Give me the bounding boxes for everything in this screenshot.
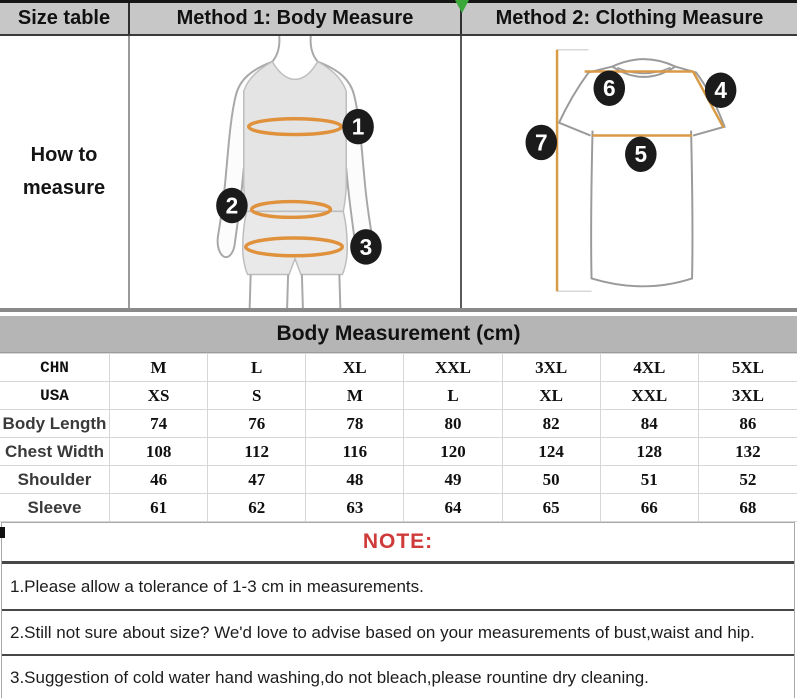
clothing-measure-diagram — [462, 36, 797, 308]
tshirt-illustration — [462, 36, 795, 308]
row-label-body-length: Body Length — [0, 410, 110, 438]
marker-3-label: 3 — [359, 233, 373, 260]
marker-3 — [350, 229, 382, 264]
size-table-title: Size table — [0, 3, 130, 34]
size-cell: L — [208, 354, 306, 382]
size-cell: 52 — [699, 466, 797, 494]
size-cell: 4XL — [601, 354, 699, 382]
size-cell: 5XL — [699, 354, 797, 382]
size-cell: 80 — [404, 410, 502, 438]
marker-1 — [342, 109, 374, 144]
size-cell: 74 — [110, 410, 208, 438]
size-cell: 3XL — [503, 354, 601, 382]
method1-title: Method 1: Body Measure — [130, 3, 462, 34]
how-to-line1: How to — [30, 144, 98, 166]
marker-5 — [625, 137, 657, 172]
size-cell: 86 — [699, 410, 797, 438]
size-cell: 132 — [699, 438, 797, 466]
size-cell: 84 — [601, 410, 699, 438]
size-cell: 51 — [601, 466, 699, 494]
marker-6 — [594, 70, 626, 105]
size-cell: 124 — [503, 438, 601, 466]
size-cell: XXL — [404, 354, 502, 382]
method2-title: Method 2: Clothing Measure — [495, 7, 764, 29]
marker-1-label: 1 — [351, 113, 365, 140]
size-cell: 50 — [503, 466, 601, 494]
size-cell: 82 — [503, 410, 601, 438]
marker-6-label: 6 — [602, 75, 616, 102]
row-label-chn: CHN — [0, 354, 110, 382]
size-cell: 116 — [306, 438, 404, 466]
note-item-3: 3.Suggestion of cold water hand washing,do not bleach,please rountine dry cleaning. — [2, 654, 794, 698]
note-item-2: 2.Still not sure about size? We'd love to advise based on your measurements of bust,waist and hip. — [2, 609, 794, 654]
marker-5-label: 5 — [634, 141, 648, 168]
size-cell: 64 — [404, 494, 502, 522]
size-cell: 78 — [306, 410, 404, 438]
how-to-line2: measure — [22, 177, 106, 199]
note-item-1: 1.Please allow a tolerance of 1-3 cm in measurements. — [10, 576, 424, 596]
size-cell: XS — [110, 382, 208, 410]
size-cell: 47 — [208, 466, 306, 494]
size-cell: 48 — [306, 466, 404, 494]
row-label-sleeve: Sleeve — [0, 494, 110, 522]
size-cell: XL — [306, 354, 404, 382]
size-cell: 120 — [404, 438, 502, 466]
size-cell: XL — [503, 382, 601, 410]
green-flag-icon — [455, 0, 469, 13]
size-cell: XXL — [601, 382, 699, 410]
marker-4 — [705, 72, 737, 107]
marker-7 — [526, 125, 558, 160]
size-cell: 3XL — [699, 382, 797, 410]
size-cell: 61 — [110, 494, 208, 522]
size-cell: M — [110, 354, 208, 382]
body-figure-illustration — [130, 36, 460, 308]
size-cell: L — [404, 382, 502, 410]
size-cell: 46 — [110, 466, 208, 494]
size-cell: 63 — [306, 494, 404, 522]
size-cell: S — [208, 382, 306, 410]
top-header — [0, 0, 797, 36]
note-box — [1, 522, 795, 698]
row-label-chest-width: Chest Width — [0, 438, 110, 466]
marker-7-label: 7 — [534, 129, 548, 156]
marker-2 — [216, 188, 248, 223]
size-table — [0, 353, 797, 522]
size-cell: 62 — [208, 494, 306, 522]
size-cell: 108 — [110, 438, 208, 466]
size-cell: 128 — [601, 438, 699, 466]
row-label-usa: USA — [0, 382, 110, 410]
row-label-shoulder: Shoulder — [0, 466, 110, 494]
size-cell: 68 — [699, 494, 797, 522]
size-cell: M — [306, 382, 404, 410]
note-box-handle — [0, 527, 5, 538]
size-cell: 65 — [503, 494, 601, 522]
size-cell: 66 — [601, 494, 699, 522]
body-measure-diagram — [130, 36, 462, 308]
size-cell: 112 — [208, 438, 306, 466]
size-cell: 76 — [208, 410, 306, 438]
body-measurement-header: Body Measurement (cm) — [0, 316, 797, 353]
marker-2-label: 2 — [225, 192, 239, 219]
diagram-row — [0, 36, 797, 312]
note-title: NOTE: — [2, 523, 794, 564]
marker-4-label: 4 — [714, 77, 727, 104]
how-to-measure-label — [0, 36, 130, 308]
size-cell: 49 — [404, 466, 502, 494]
